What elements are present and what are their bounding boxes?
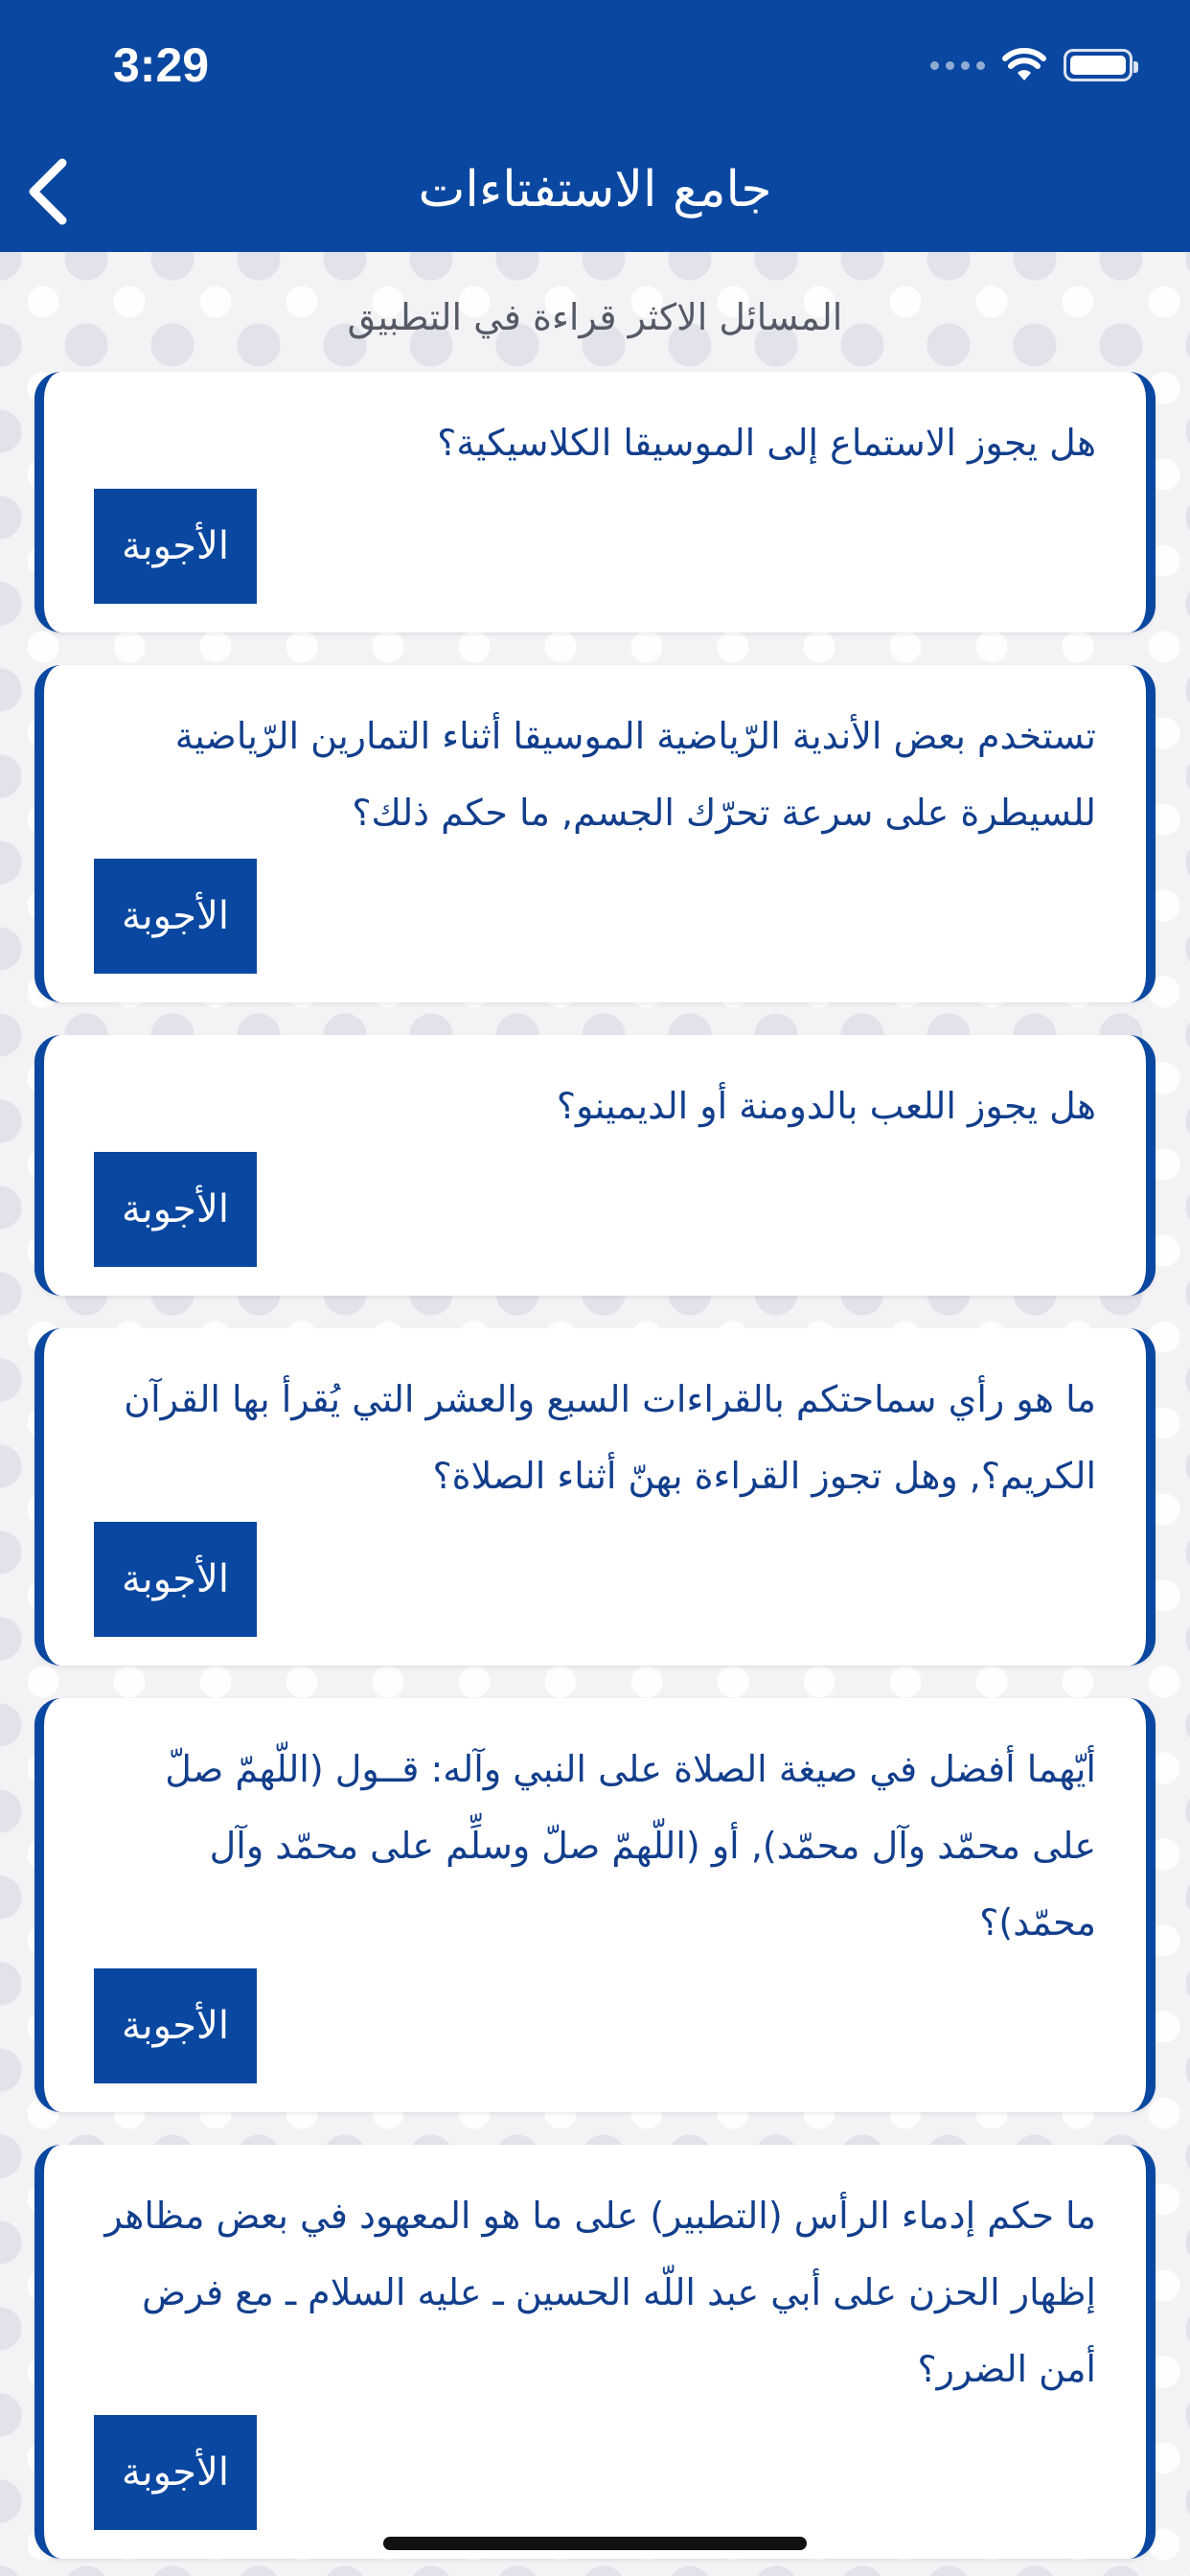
question-card — [34, 2145, 1156, 2559]
answers-button[interactable]: الأجوبة — [94, 1968, 257, 2083]
answers-button[interactable]: الأجوبة — [94, 2415, 257, 2530]
page-title: جامع الاستفتاءات — [418, 161, 772, 218]
question-text[interactable]: ما حكم إدماء الرأس (التطبير) على ما هو المعهود في بعض مظاهر إظهار الحزن على أبي عبد اللّه الحسين ـ عليه السلام ـ مع فرض أمن الضرر؟ — [104, 2195, 1096, 2390]
question-text[interactable]: أيّهما أفضل في صيغة الصلاة على النبي وآله: قــول (اللّهمّ صلّ على محمّد وآل محمّد), أو (اللّهمّ صلّ وسلِّم على محمّد وآل محمّد)؟ — [165, 1748, 1096, 1944]
chevron-left-icon — [26, 157, 68, 226]
home-indicator — [383, 2537, 807, 2550]
question-text[interactable]: ما هو رأي سماحتكم بالقراءات السبع والعشر التي يُقرأ بها القرآن الكريم؟, وهل تجوز القراءة بهنّ أثناء الصلاة؟ — [124, 1378, 1096, 1497]
question-card — [34, 372, 1156, 632]
cellular-signal-icon — [930, 61, 985, 70]
battery-icon — [1064, 49, 1133, 81]
question-card — [34, 1035, 1156, 1296]
question-text[interactable]: هل يجوز اللعب بالدومنة أو الديمينو؟ — [556, 1085, 1096, 1127]
answers-button[interactable]: الأجوبة — [94, 859, 257, 974]
questions-list — [34, 372, 1156, 2576]
wifi-icon — [1002, 48, 1046, 82]
question-text[interactable]: هل يجوز الاستماع إلى الموسيقا الكلاسيكية؟ — [437, 422, 1096, 464]
question-text[interactable]: تستخدم بعض الأندية الرّياضية الموسيقا أثناء التمارين الرّياضية للسيطرة على سرعة تحرّك الجسم, ما حكم ذلك؟ — [174, 715, 1096, 834]
answers-button[interactable]: الأجوبة — [94, 1152, 257, 1267]
status-icons — [930, 46, 1133, 84]
question-card — [34, 1698, 1156, 2112]
app-header — [0, 0, 1190, 252]
question-card — [34, 1328, 1156, 1666]
section-title: المسائل الاكثر قراءة في التطبيق — [347, 296, 843, 338]
status-time: 3:29 — [113, 38, 210, 92]
answers-button[interactable]: الأجوبة — [94, 489, 257, 604]
question-card — [34, 665, 1156, 1002]
answers-button[interactable]: الأجوبة — [94, 1522, 257, 1637]
back-button[interactable] — [13, 151, 80, 232]
